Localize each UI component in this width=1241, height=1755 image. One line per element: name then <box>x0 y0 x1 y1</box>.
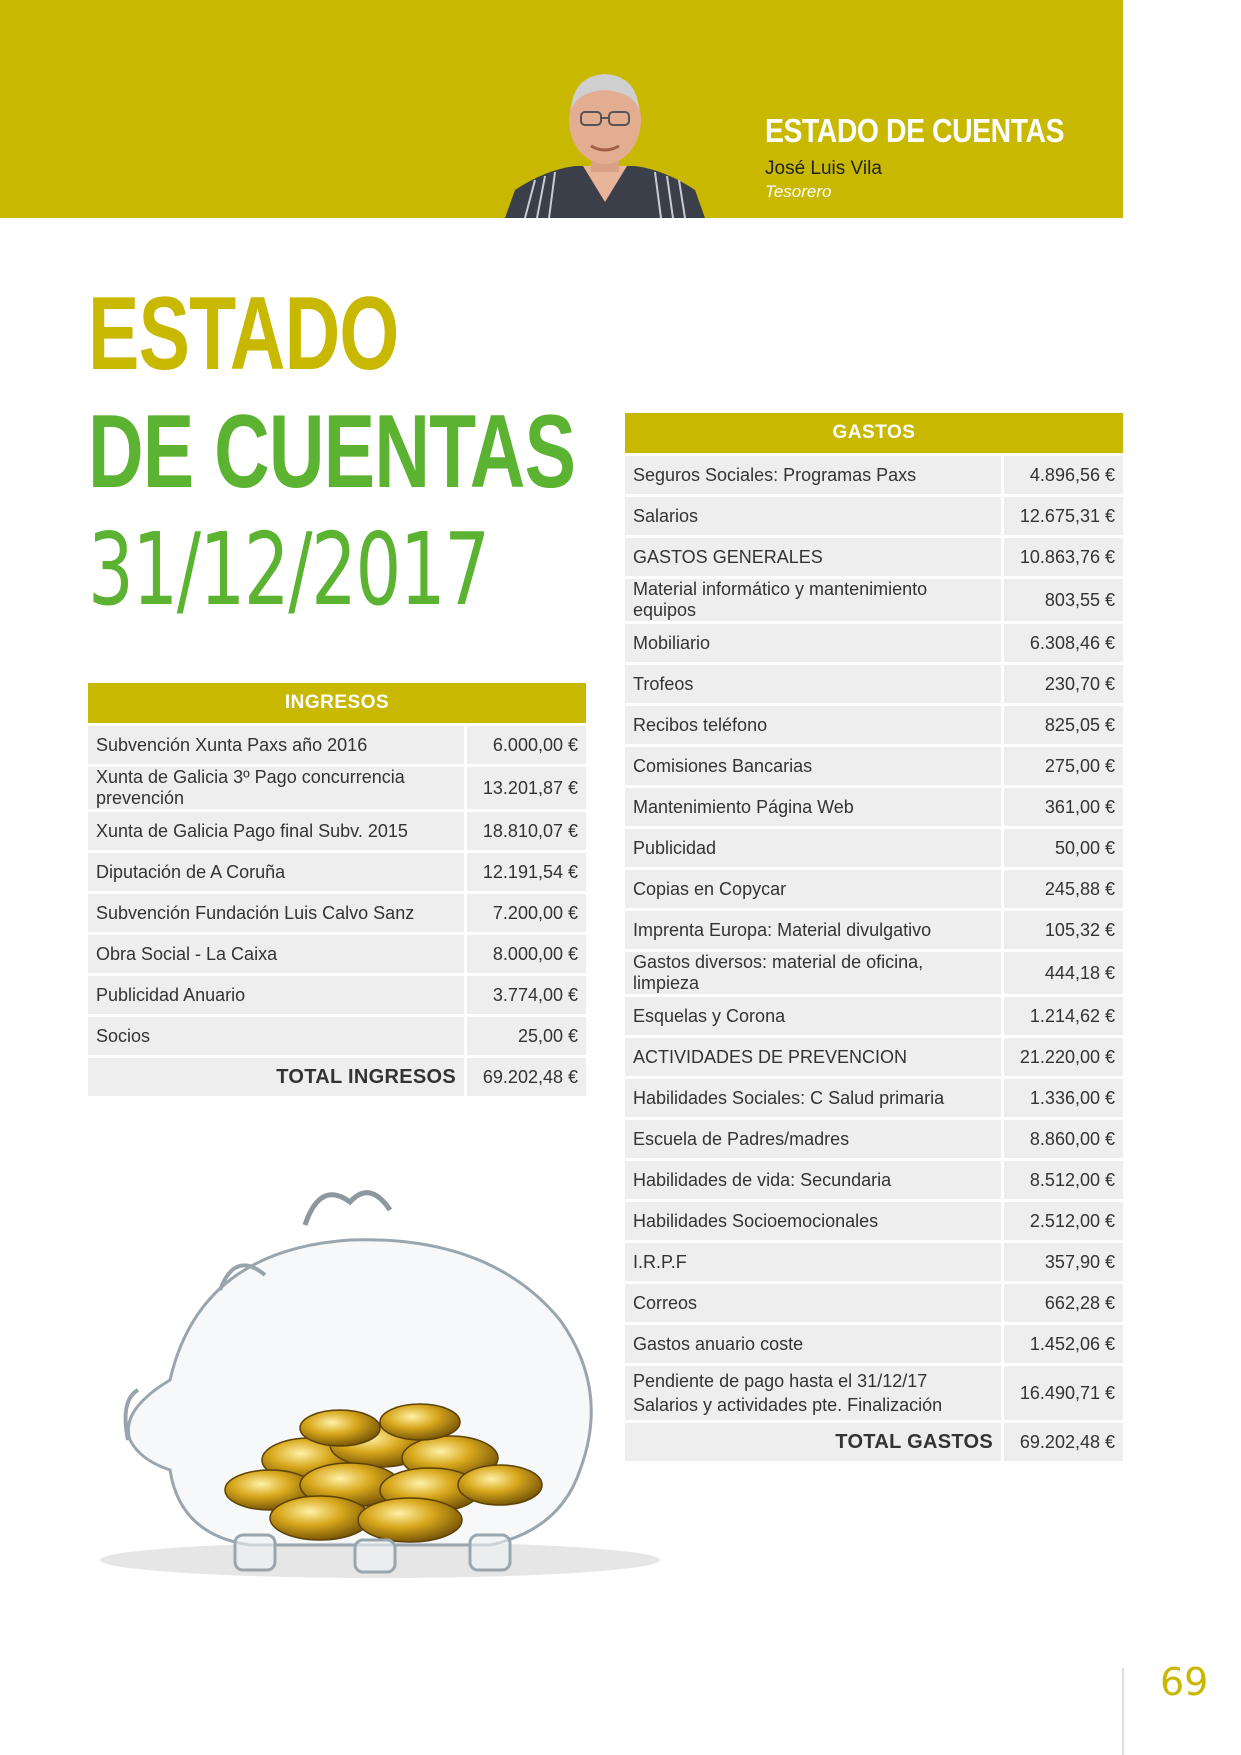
row-label: Imprenta Europa: Material divulgativo <box>625 911 1004 949</box>
row-amount: 1.336,00 € <box>1004 1079 1123 1117</box>
table-row <box>625 538 1123 576</box>
row-amount: 21.220,00 € <box>1004 1038 1123 1076</box>
row-label: Habilidades de vida: Secundaria <box>625 1161 1004 1199</box>
row-amount: 13.201,87 € <box>467 767 586 809</box>
row-label: Publicidad Anuario <box>88 976 467 1014</box>
row-label: I.R.P.F <box>625 1243 1004 1281</box>
table-row <box>88 726 586 764</box>
row-label: Correos <box>625 1284 1004 1322</box>
row-label: Subvención Xunta Paxs año 2016 <box>88 726 467 764</box>
row-amount: 1.452,06 € <box>1004 1325 1123 1363</box>
row-amount: 25,00 € <box>467 1017 586 1055</box>
gastos-header: GASTOS <box>625 413 1123 453</box>
row-label: Mobiliario <box>625 624 1004 662</box>
row-amount: 105,32 € <box>1004 911 1123 949</box>
total-ingresos-label: TOTAL INGRESOS <box>88 1058 467 1096</box>
table-row <box>88 767 586 809</box>
total-gastos-label: TOTAL GASTOS <box>625 1423 1004 1461</box>
row-amount: 8.512,00 € <box>1004 1161 1123 1199</box>
row-amount: 4.896,56 € <box>1004 456 1123 494</box>
table-row <box>625 747 1123 785</box>
row-amount: 444,18 € <box>1004 952 1123 994</box>
total-row <box>88 1058 586 1096</box>
row-amount: 10.863,76 € <box>1004 538 1123 576</box>
row-amount: 3.774,00 € <box>467 976 586 1014</box>
table-row <box>88 976 586 1014</box>
total-gastos-amount: 69.202,48 € <box>1004 1423 1123 1461</box>
row-label: Seguros Sociales: Programas Paxs <box>625 456 1004 494</box>
row-amount: 18.810,07 € <box>467 812 586 850</box>
table-row <box>88 853 586 891</box>
row-label: ACTIVIDADES DE PREVENCION <box>625 1038 1004 1076</box>
table-row <box>625 706 1123 744</box>
pending-line-2: Salarios y actividades pte. Finalización <box>633 1395 943 1415</box>
glass-piggy-bank-illustration <box>20 1140 720 1680</box>
table-row <box>625 624 1123 662</box>
table-row <box>625 788 1123 826</box>
row-amount: 803,55 € <box>1004 579 1123 621</box>
table-row <box>625 579 1123 621</box>
row-label: Socios <box>88 1017 467 1055</box>
row-label: Gastos diversos: material de oficina, limpieza <box>625 952 1004 994</box>
row-label: Mantenimiento Página Web <box>625 788 1004 826</box>
table-row <box>625 997 1123 1035</box>
row-label: Publicidad <box>625 829 1004 867</box>
row-amount: 357,90 € <box>1004 1243 1123 1281</box>
row-label: Habilidades Sociales: C Salud primaria <box>625 1079 1004 1117</box>
title-line-2: DE CUENTAS <box>88 394 576 510</box>
table-row <box>88 935 586 973</box>
title-line-1: ESTADO <box>88 276 399 392</box>
row-label: Material informático y mantenimiento equipos <box>625 579 1004 621</box>
row-amount: 6.000,00 € <box>467 726 586 764</box>
row-label: GASTOS GENERALES <box>625 538 1004 576</box>
ingresos-header: INGRESOS <box>88 683 586 723</box>
page-number: 69 <box>1160 1660 1209 1704</box>
table-row <box>88 894 586 932</box>
author-name: José Luis Vila <box>765 158 882 179</box>
row-amount: 12.191,54 € <box>467 853 586 891</box>
table-row <box>625 456 1123 494</box>
table-row <box>625 1079 1123 1117</box>
pending-line-1: Pendiente de pago hasta el 31/12/17 <box>633 1370 928 1391</box>
row-amount: 1.214,62 € <box>1004 997 1123 1035</box>
row-label: Gastos anuario coste <box>625 1325 1004 1363</box>
pending-amount: 16.490,71 € <box>1004 1366 1123 1420</box>
treasurer-portrait <box>505 62 705 218</box>
row-amount: 50,00 € <box>1004 829 1123 867</box>
title-date: 31/12/2017 <box>88 511 489 628</box>
row-amount: 8.000,00 € <box>467 935 586 973</box>
row-amount: 361,00 € <box>1004 788 1123 826</box>
row-label: Recibos teléfono <box>625 706 1004 744</box>
author-role: Tesorero <box>765 182 832 201</box>
table-row <box>88 1017 586 1055</box>
table-row <box>625 911 1123 949</box>
row-amount: 12.675,31 € <box>1004 497 1123 535</box>
row-amount: 275,00 € <box>1004 747 1123 785</box>
row-label: Copias en Copycar <box>625 870 1004 908</box>
table-row <box>625 829 1123 867</box>
total-ingresos-amount: 69.202,48 € <box>467 1058 586 1096</box>
row-label: Xunta de Galicia 3º Pago concurrencia prevención <box>88 767 467 809</box>
row-label: Xunta de Galicia Pago final Subv. 2015 <box>88 812 467 850</box>
row-label: Diputación de A Coruña <box>88 853 467 891</box>
row-amount: 8.860,00 € <box>1004 1120 1123 1158</box>
header-title: ESTADO DE CUENTAS <box>765 112 1065 149</box>
row-label: Habilidades Socioemocionales <box>625 1202 1004 1240</box>
row-amount: 245,88 € <box>1004 870 1123 908</box>
row-amount: 6.308,46 € <box>1004 624 1123 662</box>
table-row <box>625 1038 1123 1076</box>
row-label: Salarios <box>625 497 1004 535</box>
table-row <box>625 870 1123 908</box>
page-number-rule <box>1122 1668 1124 1755</box>
row-label: Escuela de Padres/madres <box>625 1120 1004 1158</box>
row-amount: 662,28 € <box>1004 1284 1123 1322</box>
row-label: Obra Social - La Caixa <box>88 935 467 973</box>
table-row <box>625 665 1123 703</box>
row-amount: 2.512,00 € <box>1004 1202 1123 1240</box>
row-label: Esquelas y Corona <box>625 997 1004 1035</box>
row-amount: 825,05 € <box>1004 706 1123 744</box>
row-label: Comisiones Bancarias <box>625 747 1004 785</box>
row-label: Trofeos <box>625 665 1004 703</box>
row-amount: 230,70 € <box>1004 665 1123 703</box>
row-amount: 7.200,00 € <box>467 894 586 932</box>
row-label: Subvención Fundación Luis Calvo Sanz <box>88 894 467 932</box>
ingresos-table <box>88 680 586 1099</box>
table-row <box>625 952 1123 994</box>
table-row <box>625 497 1123 535</box>
table-row <box>88 812 586 850</box>
